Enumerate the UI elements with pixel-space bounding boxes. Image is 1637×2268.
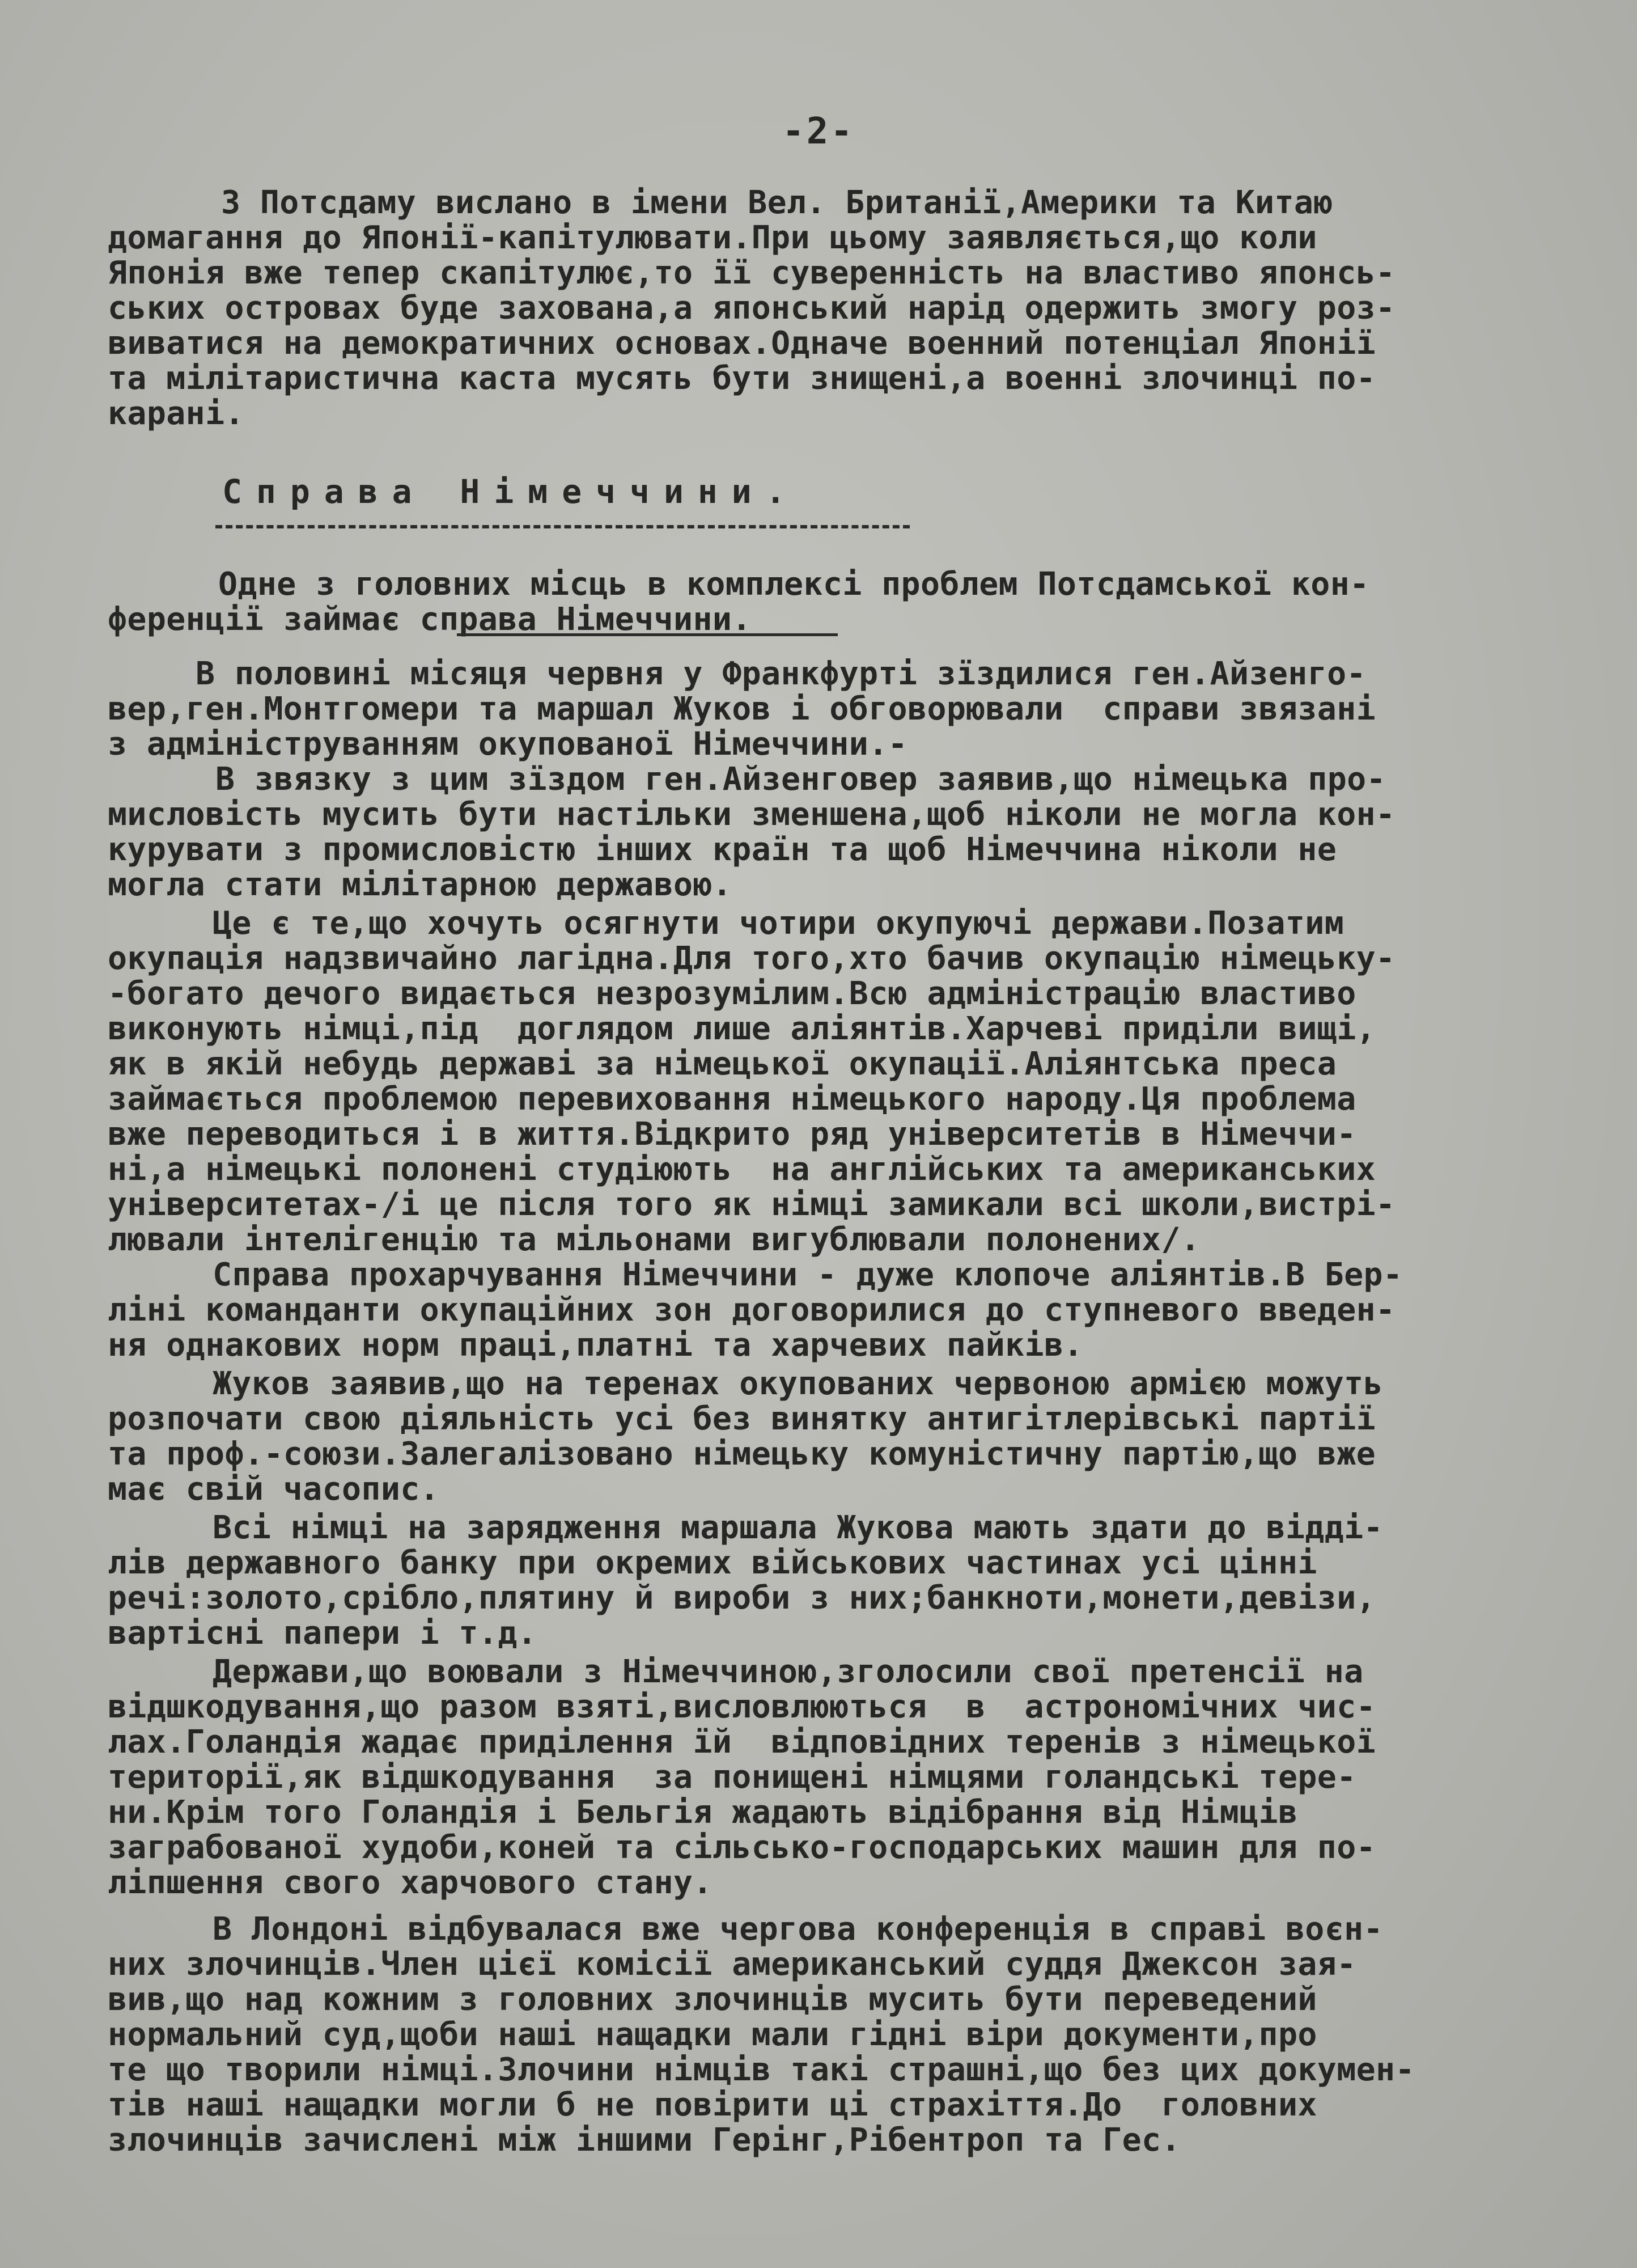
text-line: лів державного банку при окремих військових частинах усі цінні <box>108 1545 1317 1581</box>
text-line: могла стати мілітарною державою. <box>108 866 732 903</box>
text-line: вер,ген.Монтгомери та маршал Жуков і обговорювали справи звязані <box>108 691 1376 727</box>
page-number: -2- <box>782 111 855 153</box>
text-line: виватися на демократичних основах.Одначе военний потенціал Японії <box>108 325 1376 362</box>
text-line: та мілітаристична каста мусять бути знищені,а военні злочинці по- <box>108 360 1376 397</box>
text-line: займається проблемою перевиховання німецького народу.Ця проблема <box>108 1081 1356 1118</box>
text-line: Японія вже тепер скапітулює,то її суверенність на властиво японсь- <box>108 255 1396 291</box>
text-line: Жуков заявив,що на теренах окупованих червоною армією можуть <box>213 1365 1383 1402</box>
text-line: ні,а німецькі полонені студіюють на англійських та американських <box>108 1151 1376 1188</box>
text-line: ня однакових норм праці,платні та харчевих пайків. <box>108 1327 1083 1364</box>
text-line: те що творили німці.Злочини німців такі страшні,що без цих докумен- <box>108 2051 1415 2088</box>
text-line: окупація надзвичайно лагідна.Для того,хто бачив окупацію німецьку- <box>108 940 1396 977</box>
text-line: В Лондоні відбувалася вже чергова конференція в справі воєн- <box>213 1911 1383 1948</box>
text-line: вив,що над кожним з головних злочинців мусить бути переведений <box>108 1981 1317 2018</box>
text-line: вже переводиться і в життя.Відкрито ряд університетів в Німеччи- <box>108 1116 1356 1153</box>
text-line: ни.Крім того Голандія і Бельгія жадають відібрання від Німців <box>108 1794 1298 1831</box>
text-line: -богато дечого видається незрозумілим.Всю адміністрацію властиво <box>108 975 1356 1012</box>
text-line: університетах-/і це після того як німці замикали всі школи,вистрі- <box>108 1186 1396 1223</box>
text-line: Одне з головних місць в комплексі проблем Потсдамської кон- <box>218 566 1369 603</box>
text-line: ліпшення свого харчового стану. <box>108 1864 713 1901</box>
text-line: вартісні папери і т.д. <box>108 1615 537 1652</box>
text-line: Держави,що воювали з Німеччиною,зголосили свої претенсії на <box>213 1653 1364 1690</box>
text-line: В половині місяця червня у Франкфурті зїздилися ген.Айзенго- <box>196 655 1366 692</box>
text-line: відшкодування,що разом взяті,висловлюються в астрономічних чис- <box>108 1689 1376 1725</box>
text-line: має свій часопис. <box>108 1471 440 1508</box>
text-line: ференції займає справа Німеччини. <box>108 601 752 638</box>
text-line: Справа прохарчування Німеччини - дуже клопоче аліянтів.В Бер- <box>213 1256 1403 1293</box>
section-heading: Справа Німеччини. <box>222 472 800 511</box>
text-line: речі:золото,срібло,плятину й вироби з них;банкноти,монети,девізи, <box>108 1580 1376 1617</box>
heading-underline <box>215 525 910 528</box>
text-line: тів наші нащадки могли б не повірити ці страхіття.До головних <box>108 2087 1317 2123</box>
text-line: та проф.-союзи.Залегалізовано німецьку комуністичну партію,що вже <box>108 1436 1376 1472</box>
text-line: з адмініструванням окупованої Німеччини.- <box>108 726 908 763</box>
text-line: нормальний суд,щоби наші нащадки мали гідні віри документи,про <box>108 2016 1317 2053</box>
text-line: розпочати свою діяльність усі без винятку антигітлерівські партії <box>108 1400 1376 1437</box>
word-underline <box>457 633 838 636</box>
text-line: домагання до Японії-капітулювати.При цьому заявляється,що коли <box>108 219 1317 256</box>
text-line: заграбованої худоби,коней та сільсько-господарських машин для по- <box>108 1829 1376 1866</box>
text-line: злочинців зачислені між іншими Герінг,Рібентроп та Гес. <box>108 2122 1181 2159</box>
text-line: лах.Голандія жадає приділення їй відповідних теренів з німецької <box>108 1724 1376 1761</box>
text-line: ських островах буде захована,а японський нарід одержить змогу роз- <box>108 290 1396 327</box>
text-line: ліні команданти окупаційних зон договорилися до ступневого введен- <box>108 1292 1396 1328</box>
text-line: як в якій небудь державі за німецької окупації.Аліянтська преса <box>108 1046 1337 1082</box>
text-line: них злочинців.Член цієї комісії американський суддя Джексон зая- <box>108 1946 1356 1983</box>
text-line: виконують німці,під доглядом лише аліянтів.Харчеві приділи вищі, <box>108 1010 1376 1047</box>
text-line: території,як відшкодування за понищені німцями голандські тере- <box>108 1759 1356 1796</box>
text-line: З Потсдаму вислано в імени Вел. Британії,Америки та Китаю <box>221 184 1333 221</box>
text-line: лювали інтелігенцію та мільонами вигублювали полонених/. <box>108 1221 1201 1258</box>
text-line: Це є те,що хочуть осягнути чотири окупуючі держави.Позатим <box>213 905 1345 942</box>
text-line: Всі німці на зарядження маршала Жукова мають здати до відді- <box>213 1509 1383 1546</box>
text-line: курувати з промисловістю інших країн та щоб Німеччина ніколи не <box>108 831 1337 868</box>
text-line: мисловість мусить бути настільки зменшена,щоб ніколи не могла кон- <box>108 796 1396 833</box>
text-line: В звязку з цим зїздом ген.Айзенговер заявив,що німецька про- <box>215 761 1386 798</box>
text-line: карані. <box>108 395 244 432</box>
